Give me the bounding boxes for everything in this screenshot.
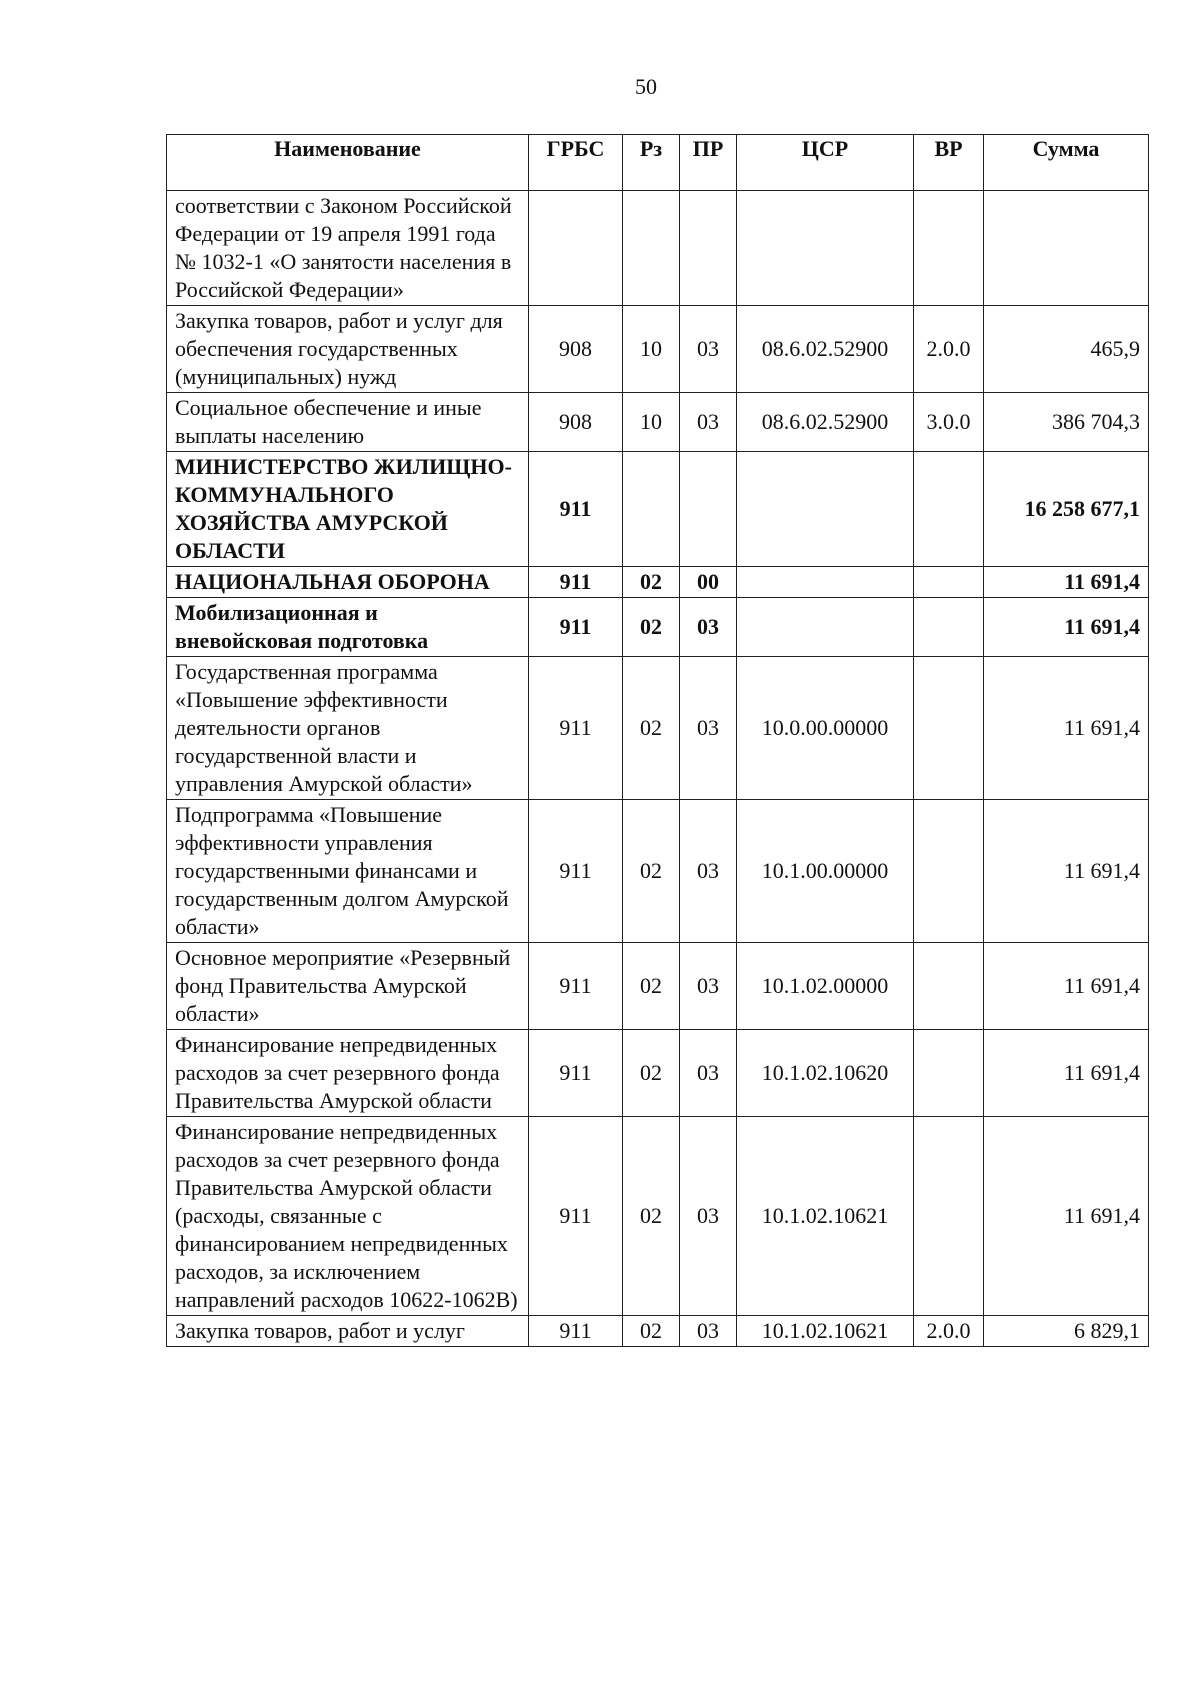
- cell-csr: [737, 567, 914, 598]
- cell-vr: [914, 191, 984, 306]
- cell-pr: 03: [680, 306, 737, 393]
- cell-sum: 11 691,4: [984, 598, 1149, 657]
- table-row: [167, 657, 1149, 800]
- cell-pr: 00: [680, 567, 737, 598]
- cell-pr: 03: [680, 393, 737, 452]
- cell-name: Социальное обеспечение и иные выплаты населению: [167, 393, 529, 452]
- cell-rz: 02: [623, 657, 680, 800]
- cell-sum: [984, 191, 1149, 306]
- table-row: [167, 943, 1149, 1030]
- table-row: [167, 567, 1149, 598]
- cell-grbs: 908: [529, 393, 623, 452]
- cell-name: соответствии с Законом Российской Федерации от 19 апреля 1991 года № 1032-1 «О занятости населения в Российской Федерации»: [167, 191, 529, 306]
- cell-csr: 08.6.02.52900: [737, 306, 914, 393]
- table-row: [167, 1030, 1149, 1117]
- cell-sum: 11 691,4: [984, 800, 1149, 943]
- cell-sum: 11 691,4: [984, 943, 1149, 1030]
- cell-grbs: 911: [529, 452, 623, 567]
- cell-name: Финансирование непредвиденных расходов за счет резервного фонда Правительства Амурской области (расходы, связанные с финансированием непредвиденных расходов, за исключением направлений расходов 10622-1062В): [167, 1117, 529, 1316]
- cell-csr: 08.6.02.52900: [737, 393, 914, 452]
- cell-csr: 10.0.00.00000: [737, 657, 914, 800]
- header-pr: ПР: [680, 135, 737, 191]
- header-name: Наименование: [167, 135, 529, 191]
- cell-sum: 11 691,4: [984, 1117, 1149, 1316]
- cell-csr: [737, 452, 914, 567]
- table-row: [167, 1117, 1149, 1316]
- cell-sum: 11 691,4: [984, 657, 1149, 800]
- header-grbs: ГРБС: [529, 135, 623, 191]
- cell-csr: 10.1.02.10620: [737, 1030, 914, 1117]
- cell-rz: 02: [623, 800, 680, 943]
- cell-sum: 11 691,4: [984, 567, 1149, 598]
- cell-grbs: [529, 191, 623, 306]
- cell-vr: 2.0.0: [914, 306, 984, 393]
- cell-grbs: 911: [529, 567, 623, 598]
- cell-rz: 02: [623, 943, 680, 1030]
- cell-grbs: 911: [529, 943, 623, 1030]
- cell-grbs: 911: [529, 1316, 623, 1347]
- table-row: [167, 306, 1149, 393]
- cell-pr: 03: [680, 800, 737, 943]
- budget-table: [166, 134, 1149, 1347]
- cell-rz: 02: [623, 598, 680, 657]
- table-row: [167, 1316, 1149, 1347]
- cell-csr: 10.1.02.10621: [737, 1316, 914, 1347]
- cell-vr: [914, 1117, 984, 1316]
- cell-name: Подпрограмма «Повышение эффективности управления государственными финансами и государственным долгом Амурской области»: [167, 800, 529, 943]
- header-vr: ВР: [914, 135, 984, 191]
- cell-csr: [737, 598, 914, 657]
- cell-csr: 10.1.00.00000: [737, 800, 914, 943]
- table-row: [167, 800, 1149, 943]
- cell-vr: [914, 598, 984, 657]
- cell-grbs: 911: [529, 1117, 623, 1316]
- header-csr: ЦСР: [737, 135, 914, 191]
- cell-sum: 386 704,3: [984, 393, 1149, 452]
- cell-vr: 2.0.0: [914, 1316, 984, 1347]
- header-rz: Рз: [623, 135, 680, 191]
- cell-sum: 11 691,4: [984, 1030, 1149, 1117]
- cell-pr: [680, 191, 737, 306]
- cell-name: Закупка товаров, работ и услуг: [167, 1316, 529, 1347]
- table-row: [167, 393, 1149, 452]
- page-number: 50: [635, 74, 657, 99]
- cell-rz: [623, 191, 680, 306]
- cell-grbs: 908: [529, 306, 623, 393]
- cell-pr: 03: [680, 657, 737, 800]
- cell-name: Мобилизационная и вневойсковая подготовка: [167, 598, 529, 657]
- cell-pr: 03: [680, 1316, 737, 1347]
- header-row: [167, 135, 1149, 191]
- cell-sum: 465,9: [984, 306, 1149, 393]
- table-row: [167, 452, 1149, 567]
- cell-vr: [914, 452, 984, 567]
- cell-name: Государственная программа «Повышение эффективности деятельности органов государственной власти и управления Амурской области»: [167, 657, 529, 800]
- table-row: [167, 598, 1149, 657]
- cell-sum: 6 829,1: [984, 1316, 1149, 1347]
- cell-grbs: 911: [529, 1030, 623, 1117]
- cell-csr: 10.1.02.10621: [737, 1117, 914, 1316]
- cell-rz: 10: [623, 393, 680, 452]
- cell-rz: 10: [623, 306, 680, 393]
- cell-rz: [623, 452, 680, 567]
- cell-vr: [914, 800, 984, 943]
- cell-csr: 10.1.02.00000: [737, 943, 914, 1030]
- cell-vr: [914, 657, 984, 800]
- cell-rz: 02: [623, 1030, 680, 1117]
- cell-rz: 02: [623, 1316, 680, 1347]
- table-row: [167, 191, 1149, 306]
- cell-pr: 03: [680, 943, 737, 1030]
- cell-pr: 03: [680, 1030, 737, 1117]
- cell-vr: [914, 1030, 984, 1117]
- cell-grbs: 911: [529, 800, 623, 943]
- cell-vr: 3.0.0: [914, 393, 984, 452]
- cell-pr: 03: [680, 1117, 737, 1316]
- cell-pr: 03: [680, 598, 737, 657]
- cell-name: МИНИСТЕРСТВО ЖИЛИЩНО-КОММУНАЛЬНОГО ХОЗЯЙСТВА АМУРСКОЙ ОБЛАСТИ: [167, 452, 529, 567]
- cell-rz: 02: [623, 567, 680, 598]
- cell-vr: [914, 943, 984, 1030]
- cell-name: Основное мероприятие «Резервный фонд Правительства Амурской области»: [167, 943, 529, 1030]
- cell-pr: [680, 452, 737, 567]
- cell-name: НАЦИОНАЛЬНАЯ ОБОРОНА: [167, 567, 529, 598]
- cell-grbs: 911: [529, 657, 623, 800]
- cell-sum: 16 258 677,1: [984, 452, 1149, 567]
- cell-rz: 02: [623, 1117, 680, 1316]
- cell-name: Финансирование непредвиденных расходов за счет резервного фонда Правительства Амурской области: [167, 1030, 529, 1117]
- header-sum: Сумма: [984, 135, 1149, 191]
- cell-name: Закупка товаров, работ и услуг для обеспечения государственных (муниципальных) нужд: [167, 306, 529, 393]
- cell-grbs: 911: [529, 598, 623, 657]
- cell-csr: [737, 191, 914, 306]
- cell-vr: [914, 567, 984, 598]
